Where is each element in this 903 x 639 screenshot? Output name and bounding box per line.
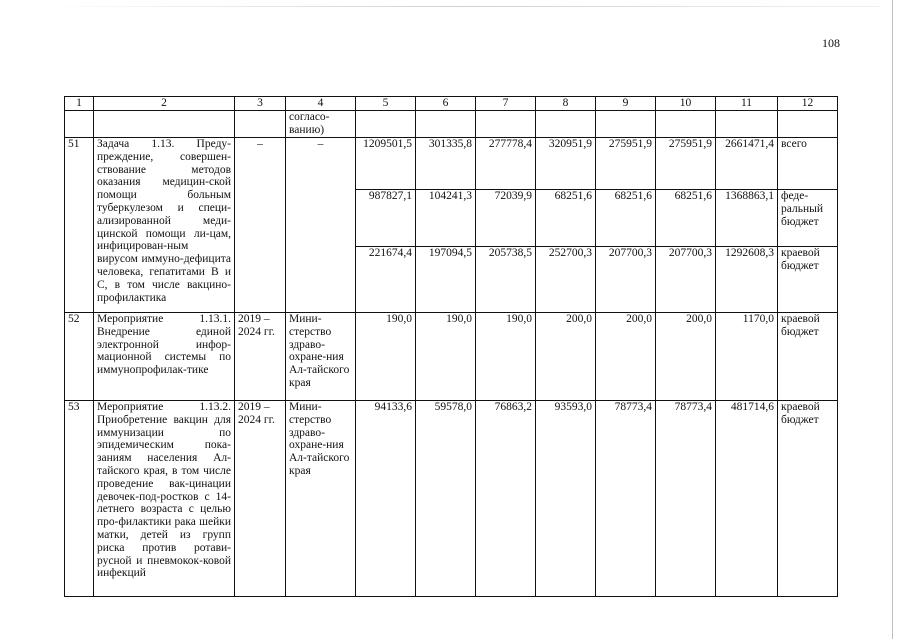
table-row bbox=[65, 138, 838, 190]
value-cell: 190,0 bbox=[356, 313, 416, 401]
page-number: 108 bbox=[822, 36, 840, 50]
value-cell: 200,0 bbox=[596, 313, 656, 401]
period-cell: 2019 – 2024 гг. bbox=[235, 401, 286, 597]
value-cell: 200,0 bbox=[656, 313, 716, 401]
value-cell: 275951,9 bbox=[656, 138, 716, 190]
col-header: 12 bbox=[778, 97, 838, 111]
row-number: 52 bbox=[65, 313, 94, 401]
value-cell: 1292608,3 bbox=[716, 247, 778, 313]
funding-source: краевой бюджет bbox=[778, 401, 838, 597]
value-cell: 93593,0 bbox=[536, 401, 596, 597]
value-cell: 221674,4 bbox=[356, 247, 416, 313]
executor-cell: согласо-ванию) bbox=[286, 111, 356, 138]
value-cell: 481714,6 bbox=[716, 401, 778, 597]
value-cell: 205738,5 bbox=[476, 247, 536, 313]
value-cell: 1209501,5 bbox=[356, 138, 416, 190]
row-number: 53 bbox=[65, 401, 94, 597]
value-cell: 987827,1 bbox=[356, 190, 416, 247]
value-cell: 200,0 bbox=[536, 313, 596, 401]
value-cell: 76863,2 bbox=[476, 401, 536, 597]
col-header: 3 bbox=[235, 97, 286, 111]
value-cell: 301335,8 bbox=[416, 138, 476, 190]
value-cell: 2661471,4 bbox=[716, 138, 778, 190]
value-cell: 275951,9 bbox=[596, 138, 656, 190]
value-cell: 207700,3 bbox=[596, 247, 656, 313]
header-row bbox=[65, 97, 838, 111]
funding-source: всего bbox=[778, 138, 838, 190]
page-edge bbox=[892, 0, 893, 639]
table-row bbox=[65, 313, 838, 401]
period-cell: – bbox=[235, 138, 286, 313]
budget-table bbox=[64, 96, 838, 597]
value-cell: 277778,4 bbox=[476, 138, 536, 190]
value-cell: 68251,6 bbox=[656, 190, 716, 247]
value-cell: 252700,3 bbox=[536, 247, 596, 313]
value-cell: 78773,4 bbox=[596, 401, 656, 597]
task-description: Задача 1.13. Преду-преждение, совершен-ствование методов оказания медицин-ской помощи больным туберкулезом и специ-ализированной меди-цинской помощи ли-цам, инфицирован-ным вирусом иммуно-дефицита человека, гепатитами В и С, в том числе вакцино-профилактика bbox=[94, 138, 235, 313]
period-cell: 2019 – 2024 гг. bbox=[235, 313, 286, 401]
col-header: 1 bbox=[65, 97, 94, 111]
task-description: Мероприятие 1.13.1. Внедрение единой электронной инфор-мационной системы по иммунопрофилак-тике bbox=[94, 313, 235, 401]
col-header: 6 bbox=[416, 97, 476, 111]
value-cell: 68251,6 bbox=[596, 190, 656, 247]
scan-artifact-line bbox=[40, 6, 880, 7]
col-header: 5 bbox=[356, 97, 416, 111]
funding-source: краевой бюджет bbox=[778, 313, 838, 401]
value-cell: 104241,3 bbox=[416, 190, 476, 247]
value-cell: 59578,0 bbox=[416, 401, 476, 597]
table-row bbox=[65, 401, 838, 597]
row-number: 51 bbox=[65, 138, 94, 313]
col-header: 9 bbox=[596, 97, 656, 111]
task-description: Мероприятие 1.13.2. Приобретение вакцин для иммунизации по эпидемическим пока-заниям населения Ал-тайского края, в том числе проведение вак-цинации девочек-под-ростков с 14-летнего возраста с целью про-филактики рака шейки матки, детей из групп риска против ротави-русной и пневмокок-ковой инфекций bbox=[94, 401, 235, 597]
col-header: 7 bbox=[476, 97, 536, 111]
value-cell: 320951,9 bbox=[536, 138, 596, 190]
col-header: 11 bbox=[716, 97, 778, 111]
value-cell: 197094,5 bbox=[416, 247, 476, 313]
executor-cell: Мини-стерство здраво-охране-ния Ал-тайского края bbox=[286, 401, 356, 597]
value-cell: 190,0 bbox=[476, 313, 536, 401]
value-cell: 1170,0 bbox=[716, 313, 778, 401]
col-header: 10 bbox=[656, 97, 716, 111]
value-cell: 1368863,1 bbox=[716, 190, 778, 247]
col-header: 4 bbox=[286, 97, 356, 111]
value-cell: 78773,4 bbox=[656, 401, 716, 597]
executor-cell: Мини-стерство здраво-охране-ния Ал-тайского края bbox=[286, 313, 356, 401]
executor-cell: – bbox=[286, 138, 356, 313]
table-row-continuation bbox=[65, 111, 838, 138]
value-cell: 94133,6 bbox=[356, 401, 416, 597]
value-cell: 190,0 bbox=[416, 313, 476, 401]
col-header: 2 bbox=[94, 97, 235, 111]
value-cell: 72039,9 bbox=[476, 190, 536, 247]
funding-source: краевой бюджет bbox=[778, 247, 838, 313]
value-cell: 68251,6 bbox=[536, 190, 596, 247]
col-header: 8 bbox=[536, 97, 596, 111]
funding-source: феде-ральный бюджет bbox=[778, 190, 838, 247]
value-cell: 207700,3 bbox=[656, 247, 716, 313]
